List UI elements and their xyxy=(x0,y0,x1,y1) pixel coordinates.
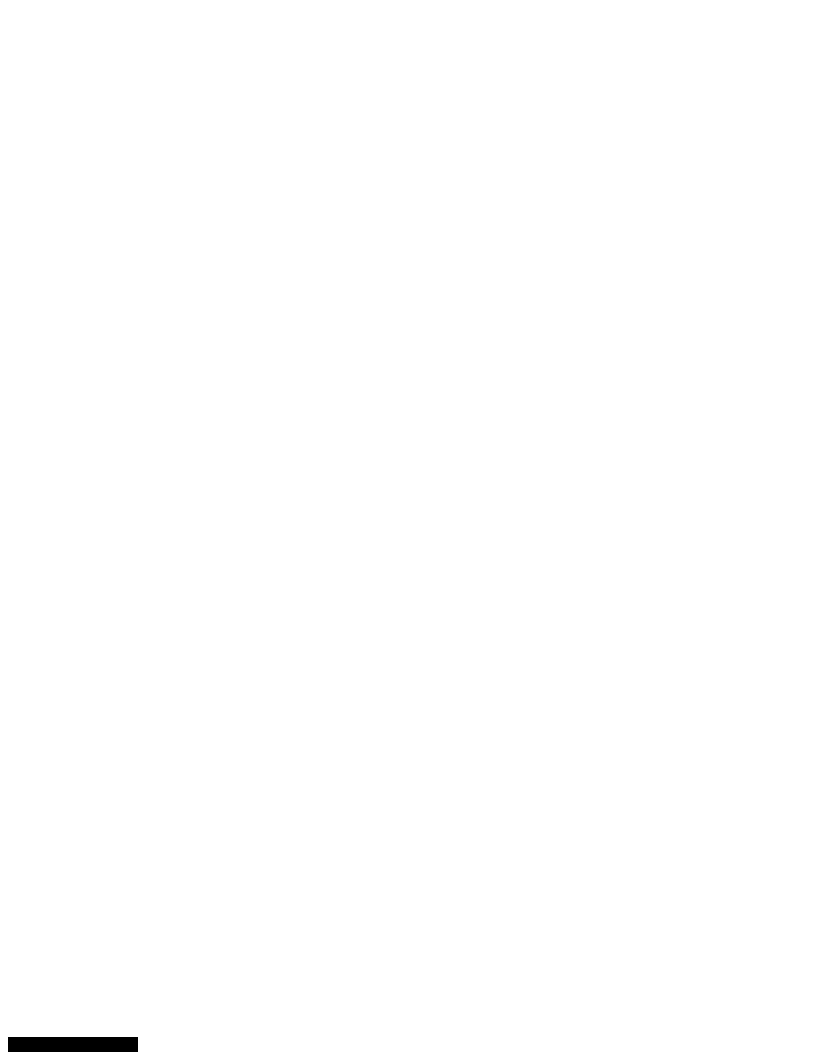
file-path-footer xyxy=(8,1037,138,1053)
footer-redaction-bar xyxy=(8,1037,138,1052)
